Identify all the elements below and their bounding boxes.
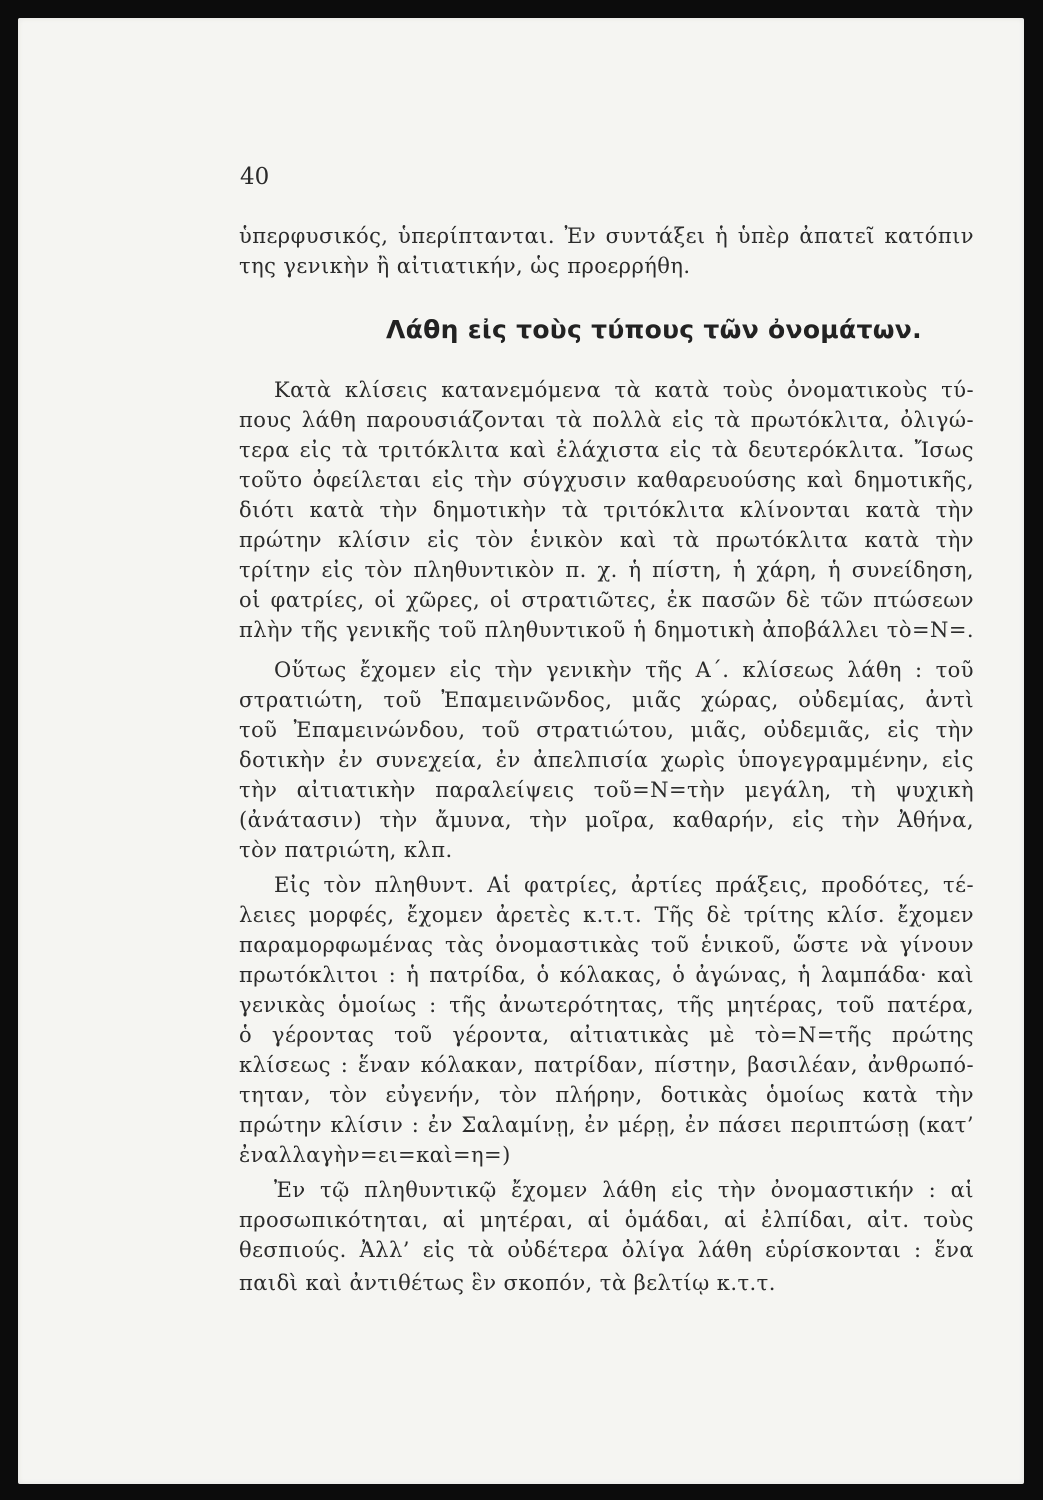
page-number: 40 bbox=[240, 164, 270, 190]
body-line-29: θεσπιούς. Ἀλλ’ εἰς τὰ οὐδέτερα ὀλίγα λάθη εὑρίσκονται : ἕνα bbox=[239, 1238, 974, 1262]
body-line-3: τερα εἰς τὰ τριτόκλιτα καὶ ἐλάχιστα εἰς τὰ δευτερόκλιτα. Ἴσως bbox=[239, 438, 974, 462]
body-line-4: τοῦτο ὀφείλεται εἰς τὴν σύγχυσιν καθαρευούσης καὶ δημοτικῆς, bbox=[239, 468, 974, 492]
body-line-21: γενικὰς ὁμοίως : τῆς ἀνωτερότητας, τῆς μητέρας, τοῦ πατέρα, bbox=[239, 993, 974, 1017]
body-line-1: Κατὰ κλίσεις κατανεμόμενα τὰ κατὰ τοὺς ὀνοματικοὺς τύ- bbox=[274, 378, 974, 402]
section-heading: Λάθη εἰς τοὺς τύπους τῶν ὀνομάτων. bbox=[386, 315, 922, 344]
body-line-25: πρώτην κλίσιν : ἐν Σαλαμίνῃ, ἐν μέρῃ, ἐν πάσει περιπτώσῃ (κατ’ bbox=[239, 1113, 974, 1137]
body-line-2: πους λάθη παρουσιάζονται τὰ πολλὰ εἰς τὰ πρωτόκλιτα, ὀλιγώ- bbox=[239, 408, 974, 432]
body-line-24: τηταν, τὸν εὐγενήν, τὸν πλήρην, δοτικὰς ὁμοίως κατὰ τὴν bbox=[239, 1083, 974, 1107]
body-line-15: (ἀνάτασιν) τὴν ἄμυνα, τὴν μοῖρα, καθαρήν, εἰς τὴν Ἀθήνα, bbox=[239, 808, 974, 832]
body-line-9: πλὴν τῆς γενικῆς τοῦ πληθυντικοῦ ἡ δημοτικὴ ἀποβάλλει τὸ=Ν=. bbox=[239, 618, 974, 642]
body-line-7: τρίτην εἰς τὸν πληθυντικὸν π. χ. ἡ πίστη, ἡ χάρη, ἡ συνείδηση, bbox=[239, 558, 974, 582]
body-line-23: κλίσεως : ἕναν κόλακαν, πατρίδαν, πίστην, βασιλέαν, ἀνθρωπό- bbox=[239, 1053, 974, 1077]
body-line-27: Ἐν τῷ πληθυντικῷ ἔχομεν λάθη εἰς τὴν ὀνομαστικήν : αἱ bbox=[274, 1178, 974, 1202]
body-line-5: διότι κατὰ τὴν δημοτικὴν τὰ τριτόκλιτα κλίνονται κατὰ τὴν bbox=[239, 498, 974, 522]
body-line-12: τοῦ Ἐπαμεινώνδου, τοῦ στρατιώτου, μιᾶς, οὐδεμιᾶς, εἰς τὴν bbox=[239, 718, 974, 742]
body-line-11: στρατιώτη, τοῦ Ἐπαμεινῶνδος, μιᾶς χώρας, οὐδεμίας, ἀντὶ bbox=[239, 688, 974, 712]
intro-line-1: ὑπερφυσικός, ὑπερίπτανται. Ἐν συντάξει ἡ ὑπὲρ ἀπατεῖ κατόπιν bbox=[239, 224, 974, 248]
body-line-20: πρωτόκλιτοι : ἡ πατρίδα, ὁ κόλακας, ὁ ἀγώνας, ἡ λαμπάδα· καὶ bbox=[239, 963, 974, 987]
body-line-17: Εἰς τὸν πληθυντ. Αἱ φατρίες, ἀρτίες πράξεις, προδότες, τέ- bbox=[274, 873, 974, 897]
body-line-26: ἐναλλαγὴν=ει=καὶ=η=) bbox=[239, 1143, 511, 1167]
book-page bbox=[18, 18, 1024, 1484]
body-line-19: παραμορφωμένας τὰς ὀνομαστικὰς τοῦ ἑνικοῦ, ὥστε νὰ γίνουν bbox=[239, 933, 974, 957]
body-line-28: προσωπικότηται, αἱ μητέραι, αἱ ὁμάδαι, αἱ ἐλπίδαι, αἰτ. τοὺς bbox=[239, 1208, 974, 1232]
body-line-30: παιδὶ καὶ ἀντιθέτως ἓν σκοπόν, τὰ βελτίῳ κ.τ.τ. bbox=[239, 1271, 776, 1295]
body-line-16: τὸν πατριώτη, κλπ. bbox=[239, 838, 453, 862]
body-line-13: δοτικὴν ἐν συνεχεία, ἐν ἀπελπισία χωρὶς ὑπογεγραμμένην, εἰς bbox=[239, 748, 974, 772]
body-line-14: τὴν αἰτιατικὴν παραλείψεις τοῦ=Ν=τὴν μεγάλη, τὴ ψυχικὴ bbox=[239, 778, 974, 802]
body-line-8: οἱ φατρίες, οἱ χῶρες, οἱ στρατιῶτες, ἐκ πασῶν δὲ τῶν πτώσεων bbox=[239, 588, 974, 612]
body-line-22: ὁ γέροντας τοῦ γέροντα, αἰτιατικὰς μὲ τὸ=Ν=τῆς πρώτης bbox=[239, 1023, 974, 1047]
body-line-18: λειες μορφές, ἔχομεν ἀρετὲς κ.τ.τ. Τῆς δὲ τρίτης κλίσ. ἔχομεν bbox=[239, 903, 974, 927]
body-line-10: Οὕτως ἔχομεν εἰς τὴν γενικὴν τῆς Α΄. κλίσεως λάθη : τοῦ bbox=[274, 658, 974, 682]
intro-line-2: της γενικὴν ἢ αἰτιατικήν, ὡς προερρήθη. bbox=[239, 254, 691, 278]
body-line-6: πρώτην κλίσιν εἰς τὸν ἑνικὸν καὶ τὰ πρωτόκλιτα κατὰ τὴν bbox=[239, 528, 974, 552]
